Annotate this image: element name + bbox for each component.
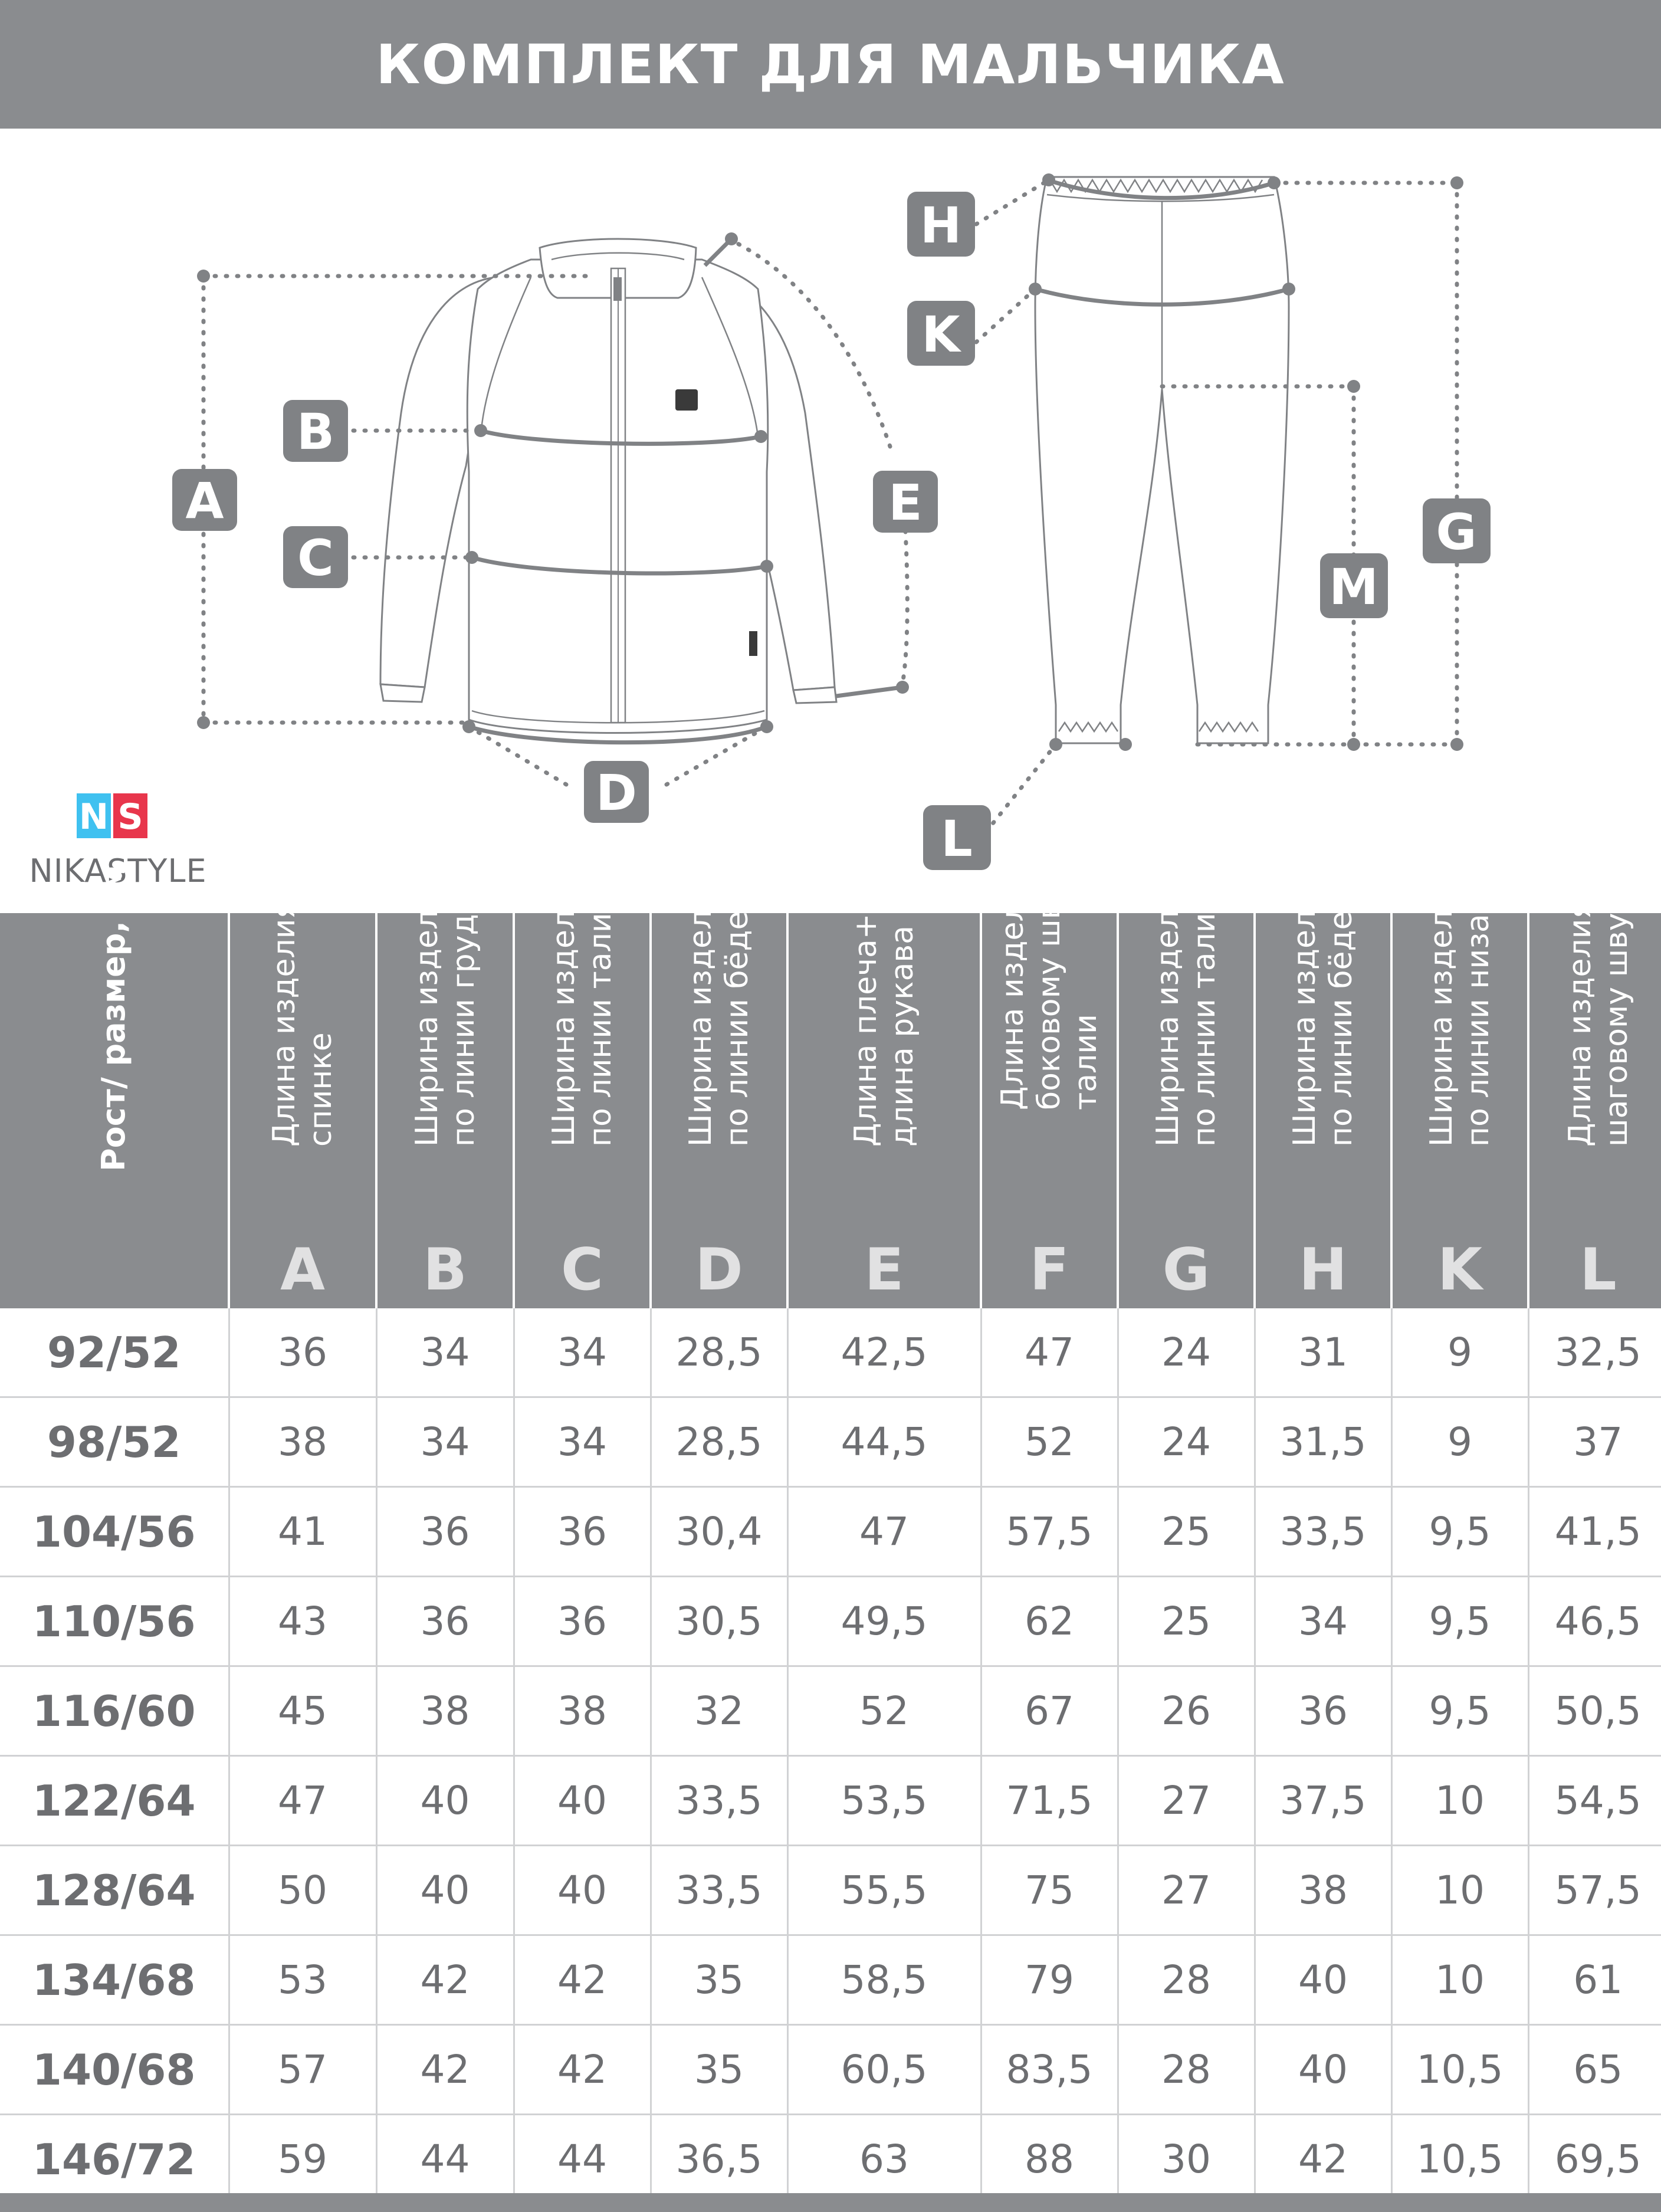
size-cell: 146/72 [0, 2115, 229, 2204]
value-cell: 36 [229, 1308, 376, 1397]
page-title: КОМПЛЕКТ ДЛЯ МАЛЬЧИКА [0, 0, 1661, 129]
value-cell: 9,5 [1391, 1666, 1528, 1756]
value-cell: 41,5 [1528, 1487, 1661, 1577]
pants-drawing [1035, 177, 1289, 743]
value-cell: 57,5 [1528, 1846, 1661, 1935]
header-letter: H [1298, 1236, 1348, 1304]
badge-b [283, 400, 348, 462]
svg-text:C: C [297, 529, 334, 587]
value-cell: 24 [1118, 1397, 1255, 1487]
value-cell: 10,5 [1391, 2115, 1528, 2204]
header-letter: B [423, 1236, 467, 1304]
header-letter: E [864, 1236, 904, 1304]
value-cell: 83,5 [981, 2025, 1118, 2115]
value-cell: 9 [1391, 1397, 1528, 1487]
value-cell: 26 [1118, 1666, 1255, 1756]
value-cell: 36 [376, 1577, 514, 1666]
value-cell: 42 [376, 2025, 514, 2115]
value-cell: 34 [1255, 1577, 1391, 1666]
value-cell: 28,5 [651, 1397, 787, 1487]
header-label: Ширина изделия по линии бёдер [683, 871, 755, 1147]
garment-diagram [0, 129, 1661, 913]
badge-h [907, 192, 975, 257]
header-label: Ширина изделия по линии талии [1150, 871, 1222, 1147]
value-cell: 50,5 [1528, 1666, 1661, 1756]
value-cell: 71,5 [981, 1756, 1118, 1846]
header-label: Длина изделия по боковому шву от талии [995, 815, 1104, 1110]
value-cell: 38 [229, 1397, 376, 1487]
value-cell: 10,5 [1391, 2025, 1528, 2115]
size-cell: 92/52 [0, 1308, 229, 1397]
header-label: Ширина изделия по линии талии [546, 871, 618, 1147]
header-letter: L [1580, 1236, 1617, 1304]
value-cell: 45 [229, 1666, 376, 1756]
header-label: Длина плеча+ длина рукава [848, 913, 920, 1147]
badge-e [873, 471, 938, 533]
table-row [0, 1756, 1661, 1846]
value-cell: 44 [514, 2115, 651, 2204]
value-cell: 40 [514, 1756, 651, 1846]
value-cell: 10 [1391, 1846, 1528, 1935]
value-cell: 37 [1528, 1397, 1661, 1487]
value-cell: 9,5 [1391, 1487, 1528, 1577]
value-cell: 52 [981, 1397, 1118, 1487]
value-cell: 40 [376, 1756, 514, 1846]
value-cell: 33,5 [1255, 1487, 1391, 1577]
value-cell: 50 [229, 1846, 376, 1935]
value-cell: 35 [651, 1935, 787, 2025]
size-cell: 104/56 [0, 1487, 229, 1577]
value-cell: 32,5 [1528, 1308, 1661, 1397]
value-cell: 54,5 [1528, 1756, 1661, 1846]
header-label: Ширина изделия по линии бёдер [1287, 871, 1359, 1147]
header-label: Длина изделия по спинке [267, 851, 339, 1147]
value-cell: 27 [1118, 1756, 1255, 1846]
value-cell: 53,5 [787, 1756, 981, 1846]
table-row [0, 2025, 1661, 2115]
value-cell: 25 [1118, 1487, 1255, 1577]
value-cell: 40 [1255, 2025, 1391, 2115]
table-row [0, 1487, 1661, 1577]
header-a [229, 851, 376, 1308]
value-cell: 30 [1118, 2115, 1255, 2204]
value-cell: 47 [981, 1308, 1118, 1397]
header-c [514, 871, 651, 1308]
badge-l [923, 805, 991, 870]
svg-text:L: L [941, 810, 973, 868]
value-cell: 33,5 [651, 1756, 787, 1846]
header-l [1528, 851, 1661, 1308]
badge-g [1423, 498, 1491, 563]
value-cell: 47 [229, 1756, 376, 1846]
value-cell: 42 [1255, 2115, 1391, 2204]
table-row [0, 1577, 1661, 1666]
brand-name: NIKASTYLE [29, 852, 207, 890]
value-cell: 10 [1391, 1935, 1528, 2025]
svg-text:E: E [888, 474, 923, 531]
value-cell: 27 [1118, 1846, 1255, 1935]
value-cell: 34 [514, 1308, 651, 1397]
brand-logo-mark [77, 793, 147, 838]
size-cell: 140/68 [0, 2025, 229, 2115]
header-letter: D [695, 1236, 743, 1304]
value-cell: 28 [1118, 2025, 1255, 2115]
value-cell: 34 [376, 1397, 514, 1487]
table-row [0, 1846, 1661, 1935]
value-cell: 32 [651, 1666, 787, 1756]
badge-d [584, 761, 649, 823]
value-cell: 40 [1255, 1935, 1391, 2025]
value-cell: 33,5 [651, 1846, 787, 1935]
value-cell: 38 [376, 1666, 514, 1756]
header-letter: F [1029, 1236, 1069, 1304]
value-cell: 36,5 [651, 2115, 787, 2204]
table-body [0, 1308, 1661, 2204]
table-header-row [0, 913, 1661, 1308]
size-cell: 134/68 [0, 1935, 229, 2025]
header-g [1118, 871, 1255, 1308]
value-cell: 69,5 [1528, 2115, 1661, 2204]
header-label: Ширина изделия по линии низа [1424, 871, 1496, 1147]
value-cell: 30,4 [651, 1487, 787, 1577]
svg-text:D: D [596, 764, 637, 822]
value-cell: 9,5 [1391, 1577, 1528, 1666]
header-e [787, 913, 981, 1308]
badge-a [172, 469, 237, 531]
header-h [1255, 871, 1391, 1308]
value-cell: 44 [376, 2115, 514, 2204]
value-cell: 60,5 [787, 2025, 981, 2115]
header-letter: A [280, 1236, 325, 1304]
value-cell: 36 [376, 1487, 514, 1577]
value-cell: 34 [376, 1308, 514, 1397]
value-cell: 35 [651, 2025, 787, 2115]
value-cell: 42 [514, 2025, 651, 2115]
value-cell: 38 [514, 1666, 651, 1756]
header-label: Ширина изделия по линии груди [409, 871, 481, 1147]
svg-text:N: N [78, 796, 109, 838]
header-k [1391, 871, 1528, 1308]
badge-m [1320, 553, 1388, 618]
badge-c [283, 526, 348, 588]
table-row [0, 1397, 1661, 1487]
size-cell: 116/60 [0, 1666, 229, 1756]
table-row [0, 1666, 1661, 1756]
value-cell: 40 [514, 1846, 651, 1935]
size-cell: 122/64 [0, 1756, 229, 1846]
value-cell: 42,5 [787, 1308, 981, 1397]
value-cell: 63 [787, 2115, 981, 2204]
value-cell: 42 [514, 1935, 651, 2025]
svg-text:S: S [117, 796, 143, 838]
value-cell: 31,5 [1255, 1397, 1391, 1487]
header-label: Длина изделия по шаговому шву [1562, 851, 1634, 1147]
value-cell: 31 [1255, 1308, 1391, 1397]
header-letter: K [1437, 1236, 1482, 1304]
size-cell: 98/52 [0, 1397, 229, 1487]
value-cell: 79 [981, 1935, 1118, 2025]
header-letter: C [561, 1236, 603, 1304]
value-cell: 53 [229, 1935, 376, 2025]
value-cell: 52 [787, 1666, 981, 1756]
value-cell: 28,5 [651, 1308, 787, 1397]
header-letter: G [1162, 1236, 1210, 1304]
svg-text:B: B [296, 403, 335, 461]
value-cell: 88 [981, 2115, 1118, 2204]
value-cell: 55,5 [787, 1846, 981, 1935]
value-cell: 58,5 [787, 1935, 981, 2025]
value-cell: 36 [1255, 1666, 1391, 1756]
value-cell: 59 [229, 2115, 376, 2204]
value-cell: 62 [981, 1577, 1118, 1666]
header-b [376, 871, 514, 1308]
table-row [0, 1308, 1661, 1397]
header-d [651, 871, 787, 1308]
value-cell: 34 [514, 1397, 651, 1487]
value-cell: 44,5 [787, 1397, 981, 1487]
value-cell: 41 [229, 1487, 376, 1577]
value-cell: 10 [1391, 1756, 1528, 1846]
value-cell: 37,5 [1255, 1756, 1391, 1846]
size-cell: 110/56 [0, 1577, 229, 1666]
value-cell: 75 [981, 1846, 1118, 1935]
value-cell: 36 [514, 1577, 651, 1666]
value-cell: 47 [787, 1487, 981, 1577]
value-cell: 38 [1255, 1846, 1391, 1935]
svg-text:A: A [185, 472, 224, 530]
value-cell: 42 [376, 1935, 514, 2025]
svg-text:H: H [920, 196, 962, 254]
header-label: Рост/ размер, см [95, 865, 132, 1171]
value-cell: 36 [514, 1487, 651, 1577]
value-cell: 61 [1528, 1935, 1661, 2025]
jacket-drawing [380, 239, 836, 743]
value-cell: 25 [1118, 1577, 1255, 1666]
value-cell: 40 [376, 1846, 514, 1935]
value-cell: 24 [1118, 1308, 1255, 1397]
value-cell: 67 [981, 1666, 1118, 1756]
table-row [0, 2115, 1661, 2204]
value-cell: 65 [1528, 2025, 1661, 2115]
value-cell: 57,5 [981, 1487, 1118, 1577]
svg-text:G: G [1436, 503, 1477, 561]
svg-text:K: K [921, 306, 960, 363]
value-cell: 28 [1118, 1935, 1255, 2025]
svg-text:M: M [1329, 558, 1378, 616]
value-cell: 43 [229, 1577, 376, 1666]
value-cell: 49,5 [787, 1577, 981, 1666]
size-cell: 128/64 [0, 1846, 229, 1935]
bottom-bar [0, 2193, 1661, 2212]
table-row [0, 1935, 1661, 2025]
badge-k [907, 301, 975, 366]
value-cell: 9 [1391, 1308, 1528, 1397]
value-cell: 30,5 [651, 1577, 787, 1666]
value-cell: 46,5 [1528, 1577, 1661, 1666]
header-f [981, 815, 1118, 1308]
value-cell: 57 [229, 2025, 376, 2115]
